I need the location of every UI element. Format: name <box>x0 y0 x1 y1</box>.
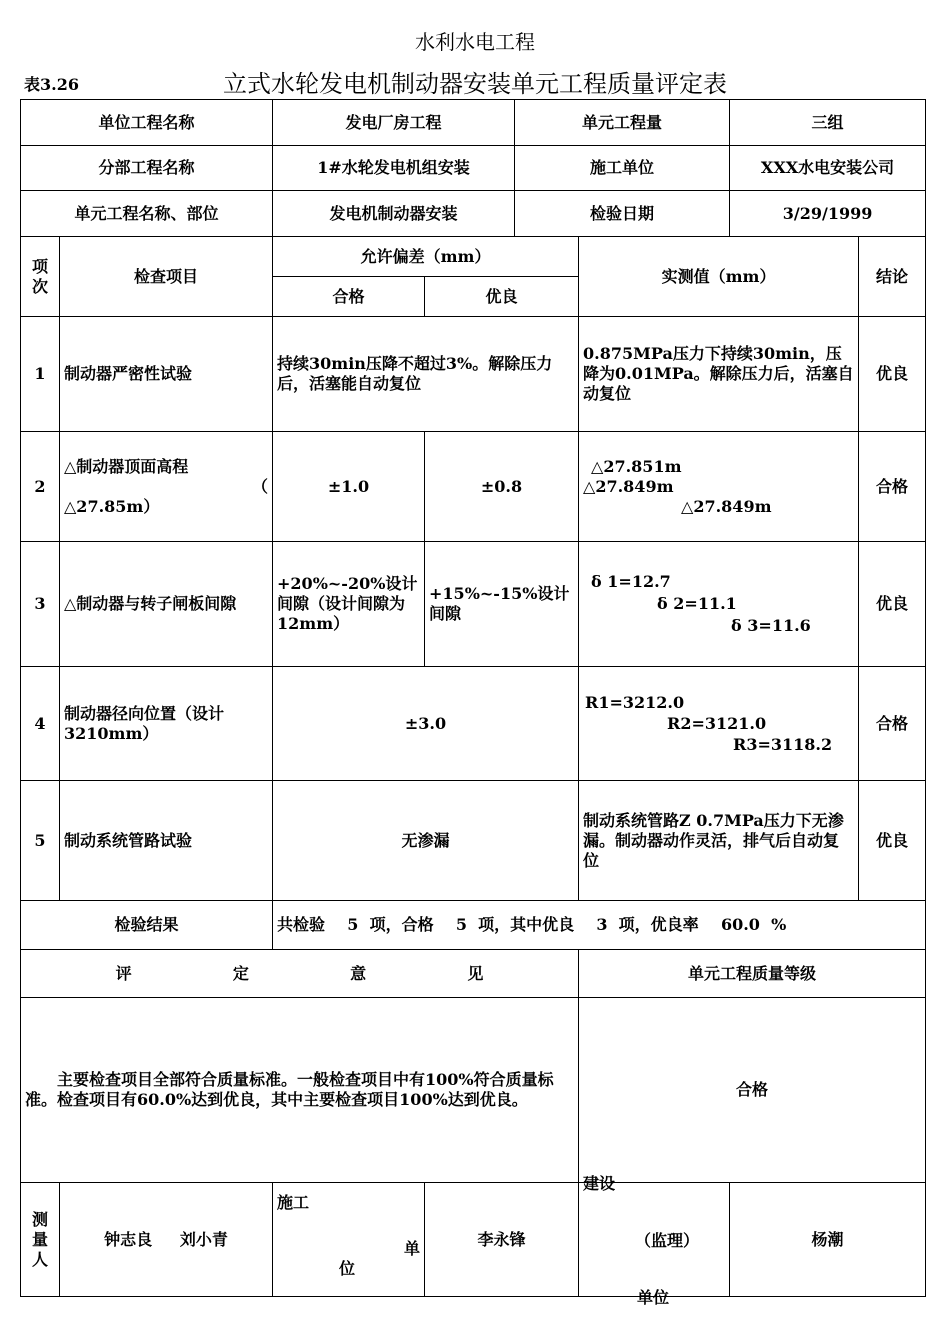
row-4-measured-1: R1=3212.0 <box>585 692 685 712</box>
row-2-excellent: ±0.8 <box>425 432 579 542</box>
row-2-item-line1: △制动器顶面高程 <box>64 456 189 476</box>
opinion-header <box>21 950 579 998</box>
row-3-item: △制动器与转子闸板间隙 <box>60 542 273 667</box>
unit-project-name-value: 发电厂房工程 <box>273 100 515 146</box>
row-5-item: 制动系统管路试验 <box>60 781 273 901</box>
inspection-result-label: 检验结果 <box>21 901 273 950</box>
row-5-no: 5 <box>21 781 60 901</box>
row-4-tolerance: ±3.0 <box>273 667 579 781</box>
row-2-measured <box>579 432 859 542</box>
quality-assessment-table <box>20 99 926 1307</box>
supervision-label-wrap <box>579 1173 729 1307</box>
item-no-header <box>21 237 60 317</box>
signature-row <box>21 1183 926 1297</box>
unit-quantity-value: 三组 <box>730 100 926 146</box>
construction-unit-label-b: 单 <box>404 1239 421 1258</box>
construction-person: 李永锋 <box>425 1183 579 1297</box>
opinion-char-4: 见 <box>467 963 484 983</box>
row-3-measured-2: δ 2=11.1 <box>657 594 737 613</box>
info-row-2 <box>21 146 926 191</box>
tolerance-header: 允许偏差（mm） <box>273 237 579 277</box>
row-2-measured-1: △27.851m <box>591 456 682 476</box>
row-2-result: 合格 <box>859 432 926 542</box>
sub-project-name-value: 1#水轮发电机组安装 <box>273 146 515 191</box>
evaluation-header-row <box>21 950 926 998</box>
opinion-text: 主要检查项目全部符合质量标准。一般检查项目中有100%符合质量标准。检查项目有60.0%达到优良，其中主要检查项目100%达到优良。 <box>21 998 579 1183</box>
construction-unit-label-a: 施工 <box>277 1193 310 1212</box>
row-5-result: 优良 <box>859 781 926 901</box>
construction-unit-label: 施工单位 <box>515 146 730 191</box>
row-4-result: 合格 <box>859 667 926 781</box>
table-row <box>21 432 926 542</box>
opinion-char-3: 意 <box>350 963 367 983</box>
row-1-measured: 0.875MPa压力下持续30min，压降为0.01MPa。解除压力后，活塞自动复位 <box>579 317 859 432</box>
row-2-no: 2 <box>21 432 60 542</box>
row-1-no: 1 <box>21 317 60 432</box>
opinion-char-2: 定 <box>232 963 249 983</box>
surveyor-label-cell <box>21 1183 60 1297</box>
row-1-tolerance: 持续30min压降不超过3%。解除压力后，活塞能自动复位 <box>273 317 579 432</box>
row-4-measured-2: R2=3121.0 <box>667 713 767 733</box>
row-2-item-line2: △27.85m） <box>64 496 160 516</box>
row-3-qualified: +20%~-20%设计间隙（设计间隙为12mm） <box>273 542 425 667</box>
check-item-header: 检查项目 <box>60 237 273 317</box>
evaluation-body-row <box>21 998 926 1183</box>
table-row <box>21 667 926 781</box>
table-row <box>21 317 926 432</box>
table-row <box>21 781 926 901</box>
row-5-tolerance: 无渗漏 <box>273 781 579 901</box>
measured-header: 实测值（mm） <box>579 237 859 317</box>
opinion-char-1: 评 <box>115 963 132 983</box>
row-3-excellent: +15%~-15%设计间隙 <box>425 542 579 667</box>
row-3-measured-3: δ 3=11.6 <box>731 616 811 635</box>
table-number: 表3.26 <box>24 75 79 94</box>
header-top-title: 水利水电工程 <box>415 30 535 54</box>
row-4-measured <box>579 667 859 781</box>
unit-quantity-label: 单元工程量 <box>515 100 730 146</box>
opinion-header-chars <box>25 964 574 984</box>
supervision-label-bottom: 单位 <box>637 1287 670 1307</box>
row-1-item: 制动器严密性试验 <box>60 317 273 432</box>
row-1-result: 优良 <box>859 317 926 432</box>
unit-project-name-label: 单位工程名称 <box>21 100 273 146</box>
inspection-date-value: 3/29/1999 <box>730 191 926 237</box>
row-3-measured-1: δ 1=12.7 <box>591 572 671 591</box>
info-row-1 <box>21 100 926 146</box>
construction-unit-value: XXX水电安装公司 <box>730 146 926 191</box>
row-5-measured: 制动系统管路Z 0.7MPa压力下无渗漏。制动器动作灵活，排气后自动复位 <box>579 781 859 901</box>
unit-name-location-label: 单元工程名称、部位 <box>21 191 273 237</box>
table-row <box>21 542 926 667</box>
conclusion-header: 结论 <box>859 237 926 317</box>
surveyor-label: 测量人 <box>31 1209 48 1269</box>
row-4-no: 4 <box>21 667 60 781</box>
row-2-measured-3: △27.849m <box>681 496 772 516</box>
row-2-item-paren: （ <box>252 476 269 496</box>
row-4-item: 制动器径向位置（设计3210mm） <box>60 667 273 781</box>
grade-value: 合格 <box>579 998 926 1183</box>
inspection-result-text: 共检验 5 项，合格 5 项，其中优良 3 项，优良率 60.0 % <box>273 901 926 950</box>
supervision-person: 杨潮 <box>730 1183 926 1297</box>
info-row-3 <box>21 191 926 237</box>
sub-project-name-label: 分部工程名称 <box>21 146 273 191</box>
header-row-1 <box>21 237 926 277</box>
supervision-label-cell <box>579 1173 730 1307</box>
row-4-measured-3: R3=3118.2 <box>733 734 833 754</box>
row-2-item <box>60 432 273 542</box>
row-3-no: 3 <box>21 542 60 667</box>
item-no-header-text: 项次 <box>31 256 48 296</box>
surveyors-names: 钟志良 刘小青 <box>60 1183 273 1297</box>
supervision-label-mid: （监理） <box>635 1230 700 1250</box>
inspection-date-label: 检验日期 <box>515 191 730 237</box>
grade-header: 单元工程质量等级 <box>579 950 926 998</box>
construction-unit-label-cell <box>273 1183 425 1297</box>
row-2-qualified: ±1.0 <box>273 432 425 542</box>
row-3-measured <box>579 542 859 667</box>
unit-name-location-value: 发电机制动器安装 <box>273 191 515 237</box>
main-title: 立式水轮发电机制动器安装单元工程质量评定表 <box>223 70 727 98</box>
excellent-header: 优良 <box>425 277 579 317</box>
supervision-label-top: 建设 <box>583 1173 616 1193</box>
inspection-result-row <box>21 901 926 950</box>
row-2-measured-2: △27.849m <box>583 476 674 496</box>
row-3-result: 优良 <box>859 542 926 667</box>
construction-unit-label-c: 位 <box>339 1259 356 1278</box>
qualified-header: 合格 <box>273 277 425 317</box>
